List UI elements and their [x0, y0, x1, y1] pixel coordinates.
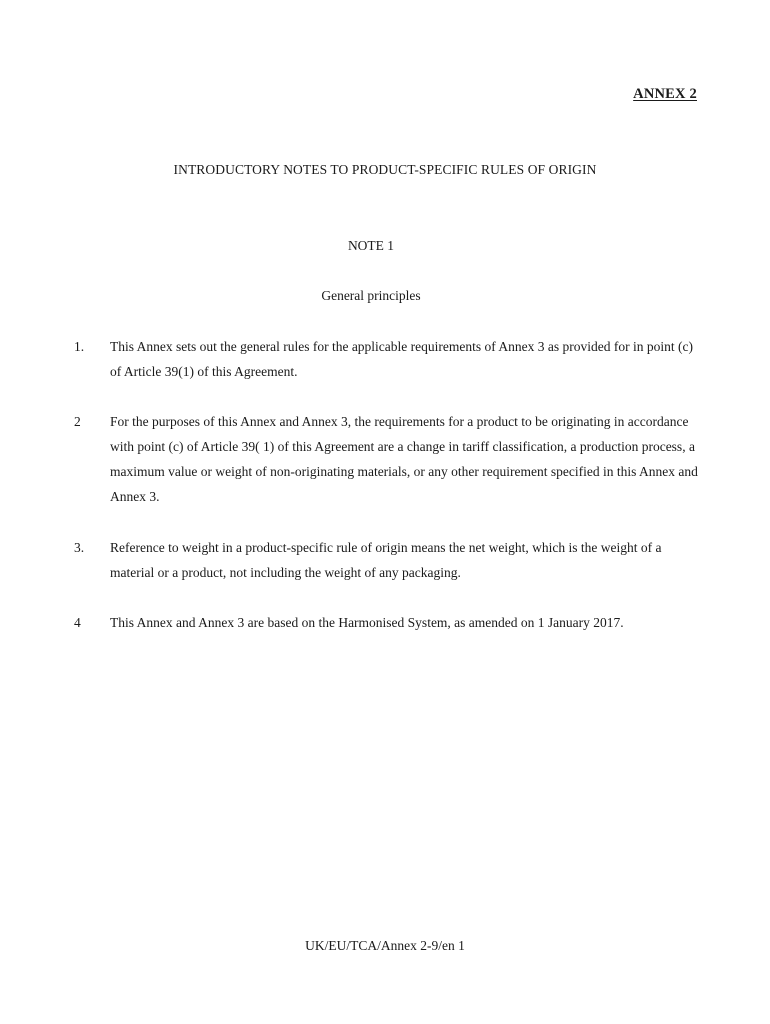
paragraph-text: This Annex and Annex 3 are based on the Harmonised System, as amended on 1 January 2017.	[110, 615, 624, 630]
paragraph-text: For the purposes of this Annex and Annex 3, the requirements for a product to be originating in accordance with point (c) of Article 39( 1) of this Agreement are a change in tariff classification, a production process, a maximum value or weight of non-originating materials, or any other requirement specified in this Annex and Annex 3.	[110, 414, 698, 504]
paragraph-number: 1.	[74, 339, 85, 354]
paragraph-1	[74, 334, 704, 384]
paragraph-number: 4	[74, 615, 81, 630]
paragraph-text: Reference to weight in a product-specific rule of origin means the net weight, which is the weight of a material or a product, not including the weight of any packaging.	[110, 540, 662, 580]
paragraph-2	[74, 409, 704, 509]
document-title: INTRODUCTORY NOTES TO PRODUCT-SPECIFIC RULES OF ORIGIN	[173, 162, 597, 177]
paragraph-number: 3.	[74, 540, 85, 555]
note-subheading: General principles	[321, 288, 421, 303]
note-heading: NOTE 1	[347, 238, 395, 253]
annex-label: ANNEX 2	[633, 86, 697, 102]
paragraph-4	[74, 610, 704, 635]
paragraph-text: This Annex sets out the general rules for the applicable requirements of Annex 3 as provided for in point (c) of Article 39(1) of this Agreement.	[110, 339, 693, 379]
paragraph-number: 2	[74, 414, 81, 429]
paragraph-3	[74, 535, 704, 585]
page-footer: UK/EU/TCA/Annex 2-9/en 1	[305, 938, 465, 953]
